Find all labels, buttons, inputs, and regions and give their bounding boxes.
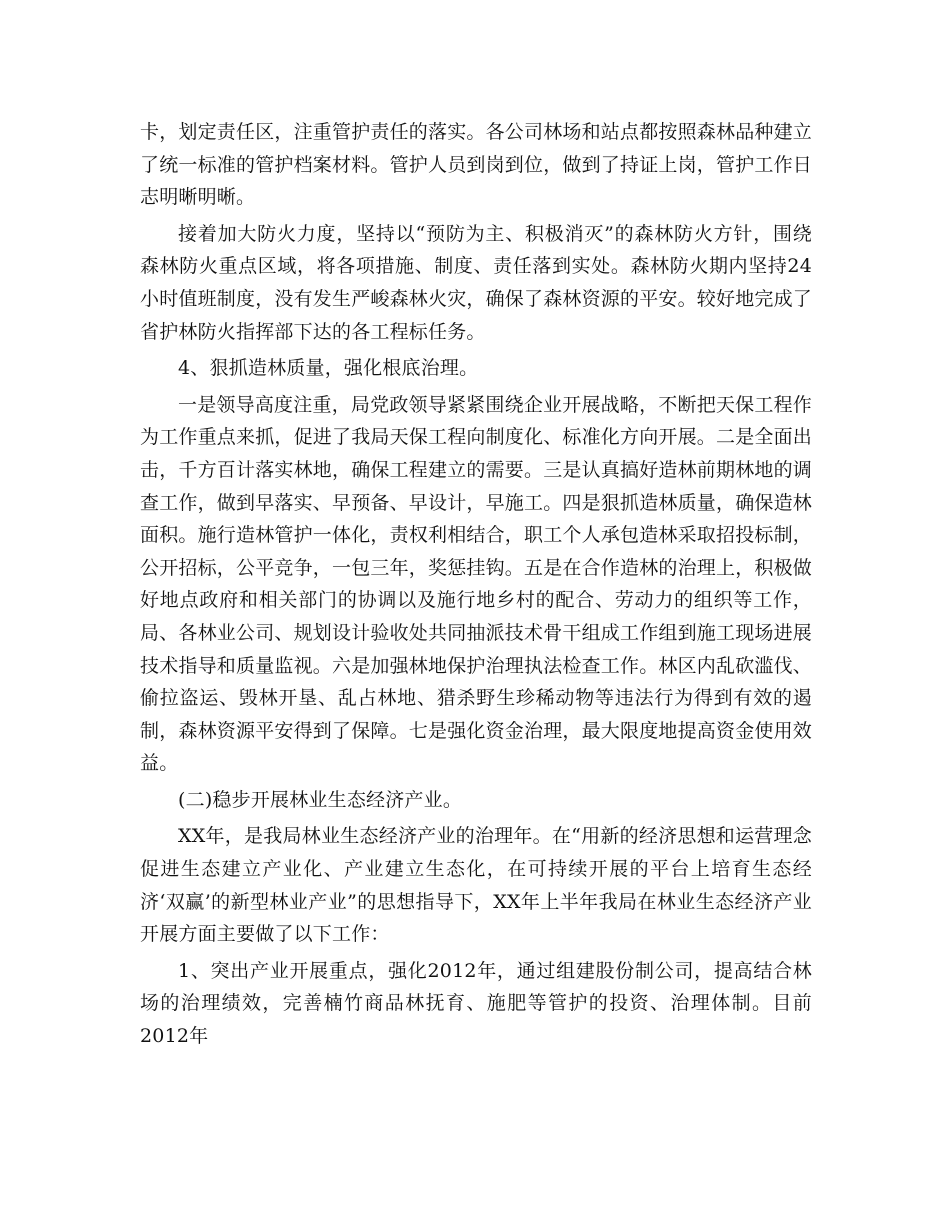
paragraph-4: XX年，是我局林业生态经济产业的治理年。在“用新的经济思想和运营理念促进生态建立产业化、产业建立生态化，在可持续开展的平台上培育生态经济‘双赢’的新型林业产业”的思想指导下，XX年上半年我局在林业生态经济产业开展方面主要做了以下工作： bbox=[140, 825, 812, 946]
document-body bbox=[140, 116, 812, 1053]
paragraph-1: 卡，划定责任区，注重管护责任的落实。各公司林场和站点都按照森林品种建立了统一标准的管护档案材料。管护人员到岗到位，做到了持证上岗，管护工作日志明晰明晰。 bbox=[140, 121, 813, 209]
paragraph-3: 一是领导高度注重，局党政领导紧紧围绕企业开展战略，不断把天保工程作为工作重点来抓，促进了我局天保工程向制度化、标准化方向开展。二是全面出击，千方百计落实林地，确保工程建立的需要。三是认真搞好造林前期林地的调查工作，做到早落实、早预备、早设计，早施工。四是狠抓造林质量，确保造林面积。施行造林管护一体化，责权利相结合，职工个人承包造林采取招投标制，公开招标，公平竞争，一包三年，奖惩挂钩。五是在合作造林的治理上，积极做好地点政府和相关部门的协调以及施行地乡村的配合、劳动力的组织等工作，局、各林业公司、规划设计验收处共同抽派技术骨干组成工作组到施工现场进展技术指导和质量监视。六是加强林地保护治理执法检查工作。林区内乱砍滥伐、偷拉盗运、毁林开垦、乱占林地、猎杀野生珍稀动物等违法行为得到有效的遏制，森林资源平安得到了保障。七是强化资金治理，最大限度地提高资金使用效益。 bbox=[140, 393, 813, 775]
paragraph-5: 1、突出产业开展重点，强化2012年，通过组建股份制公司，提高结合林场的治理绩效，完善楠竹商品林抚育、施肥等管护的投资、治理体制。目前2012年 bbox=[140, 959, 812, 1048]
section-heading-2: (二)稳步开展林业生态经济产业。 bbox=[178, 788, 463, 811]
section-heading-4: 4、狠抓造林质量，强化根底治理。 bbox=[178, 357, 479, 380]
paragraph-2: 接着加大防火力度，坚持以“预防为主、积极消灭”的森林防火方针，围绕森林防火重点区域，将各项措施、制度、责任落到实处。森林防火期内坚持24小时值班制度，没有发生严峻森林火灾，确保了森林资源的平安。较好地完成了省护林防火指挥部下达的各工程标任务。 bbox=[140, 222, 813, 343]
